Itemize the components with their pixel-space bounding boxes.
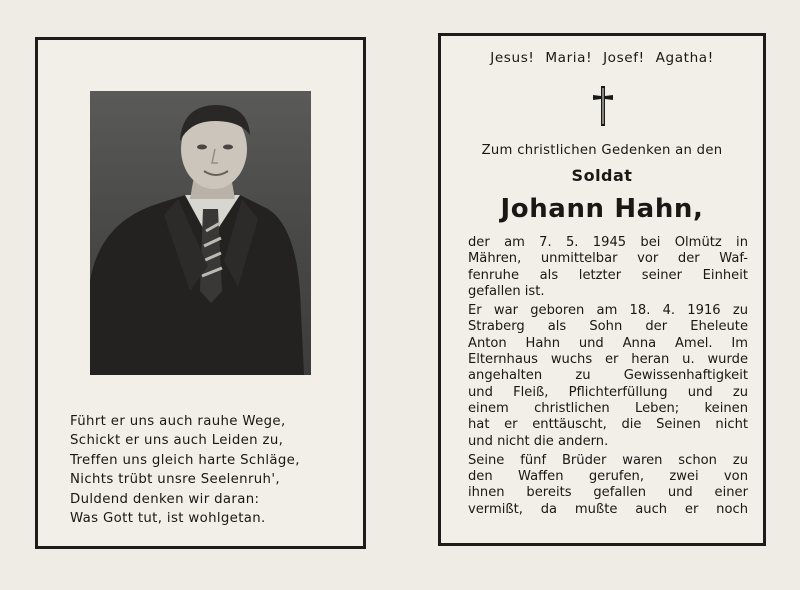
poem [70,412,360,528]
bio-line: hat er enttäuscht, die Seinen nicht [468,417,748,433]
bio-line: Anton Hahn und Anna Amel. Im [468,335,748,351]
poem-line: Treffen uns gleich harte Schläge, [70,452,300,468]
biography [468,235,748,518]
invocation: Jesus! Maria! Josef! Agatha! [490,50,714,66]
bio-line: fenruhe als letzter seiner Einheit [468,267,748,283]
portrait-photo [90,91,311,375]
right-card [438,33,766,546]
bio-line: Er war geboren am 18. 4. 1916 zu [468,303,748,319]
poem-line: Duldend denken wir daran: [70,491,260,507]
bio-line: Seine fünf Brüder waren schon zu [468,452,748,468]
poem-line: Führt er uns auch rauhe Wege, [70,414,286,429]
bio-line: ihnen bereits gefallen und einer [468,485,748,501]
bio-line: Straberg als Sohn der Eheleute [468,319,748,335]
bio-line: vermißt, da mußte auch er noch [468,501,748,517]
poem-line: Schickt er uns auch Leiden zu, [70,433,284,449]
bio-line: der am 7. 5. 1945 bei Olmütz in [468,235,748,250]
bio-line: den Waffen gerufen, zwei von [468,469,748,485]
bio-line: angehalten zu Gewissenhaftigkeit [468,368,748,384]
deceased-name: Johann Hahn, [500,194,704,224]
rank: Soldat [571,166,633,185]
bio-line: und Fleiß, Pflichterfüllung und zu [468,384,748,400]
poem-line: Nichts trübt unsre Seelenruh', [70,472,280,488]
bio-line: einem christlichen Leben; keinen [468,400,748,416]
memorial-intro: Zum christlichen Gedenken an den [481,143,723,158]
left-card [35,37,366,549]
bio-line: gefallen ist. [468,283,545,299]
bio-line: Elternhaus wuchs er heran u. wurde [468,352,748,368]
poem-line: Was Gott tut, ist wohlgetan. [70,511,266,527]
latin-cross-icon [591,84,615,128]
bio-line: Mähren, unmittelbar vor der Waf- [468,251,748,267]
bio-line: und nicht die andern. [468,433,609,449]
